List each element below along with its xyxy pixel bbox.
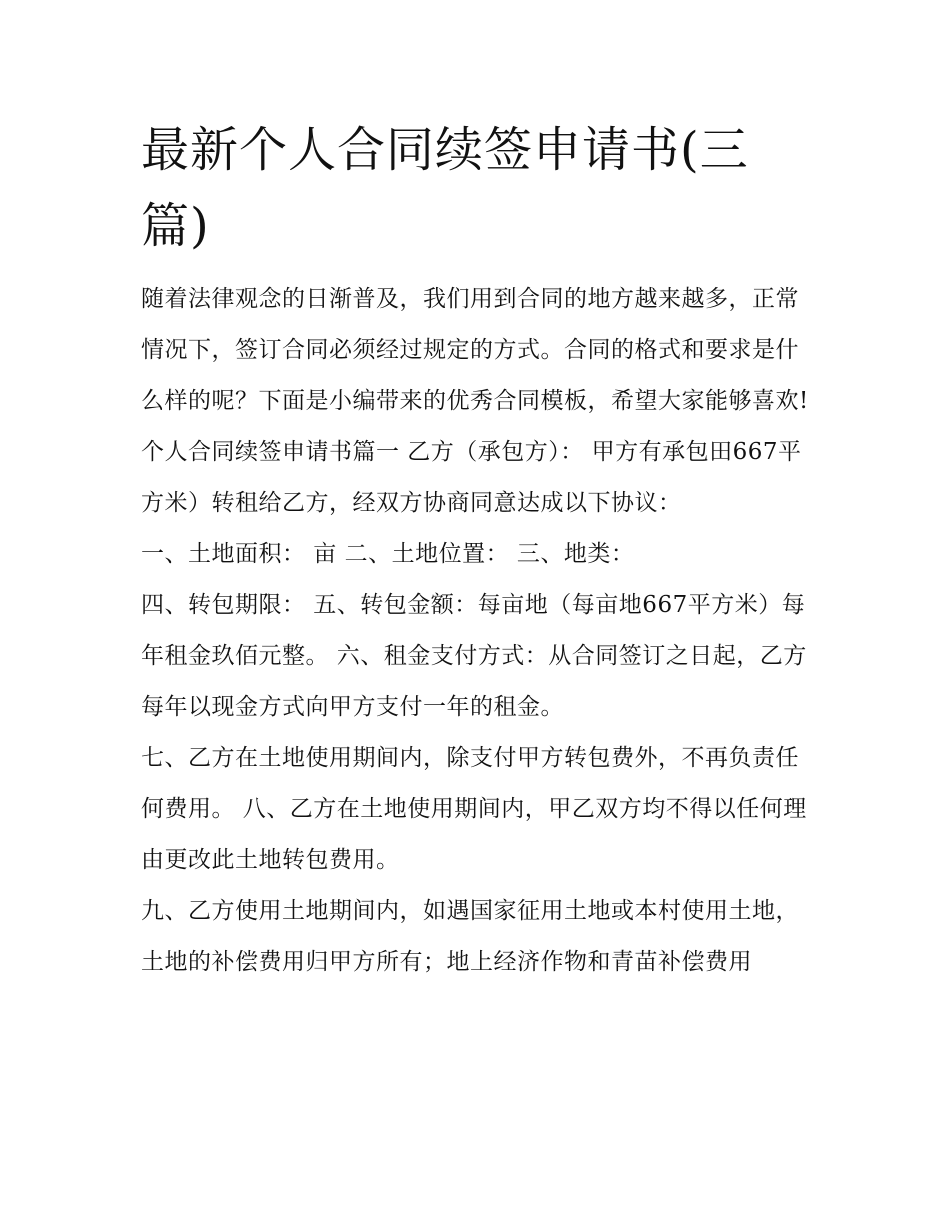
document-body bbox=[141, 274, 811, 988]
intro-paragraph: 随着法律观念的日渐普及，我们用到合同的地方越来越多，正常情况下，签订合同必须经过规定的方式。合同的格式和要求是什么样的呢？下面是小编带来的优秀合同模板，希望大家能够喜欢! bbox=[141, 286, 809, 414]
clause-9-paragraph: 九、乙方使用土地期间内，如遇国家征用土地或本村使用土地，土地的补偿费用归甲方所有；地上经济作物和青苗补偿费用 bbox=[141, 898, 799, 975]
clause-1-3-paragraph: 一、土地面积： 亩 二、土地位置： 三、地类： bbox=[141, 541, 635, 567]
clause-7-8-paragraph: 七、乙方在土地使用期间内，除支付甲方转包费外，不再负责任何费用。 八、乙方在土地使用期间内，甲乙双方均不得以任何理由更改此土地转包费用。 bbox=[141, 745, 807, 873]
document-title: 最新个人合同续签申请书(三篇) bbox=[141, 122, 749, 254]
clause-4-6-paragraph: 四、转包期限： 五、转包金额：每亩地（每亩地667平方米）每年租金玖佰元整。 六、租金支付方式：从合同签订之日起，乙方每年以现金方式向甲方支付一年的租金。 bbox=[141, 592, 807, 720]
contract-heading-paragraph: 个人合同续签申请书篇一 乙方（承包方）： 甲方有承包田667平方米）转租给乙方，经双方协商同意达成以下协议： bbox=[141, 439, 802, 516]
